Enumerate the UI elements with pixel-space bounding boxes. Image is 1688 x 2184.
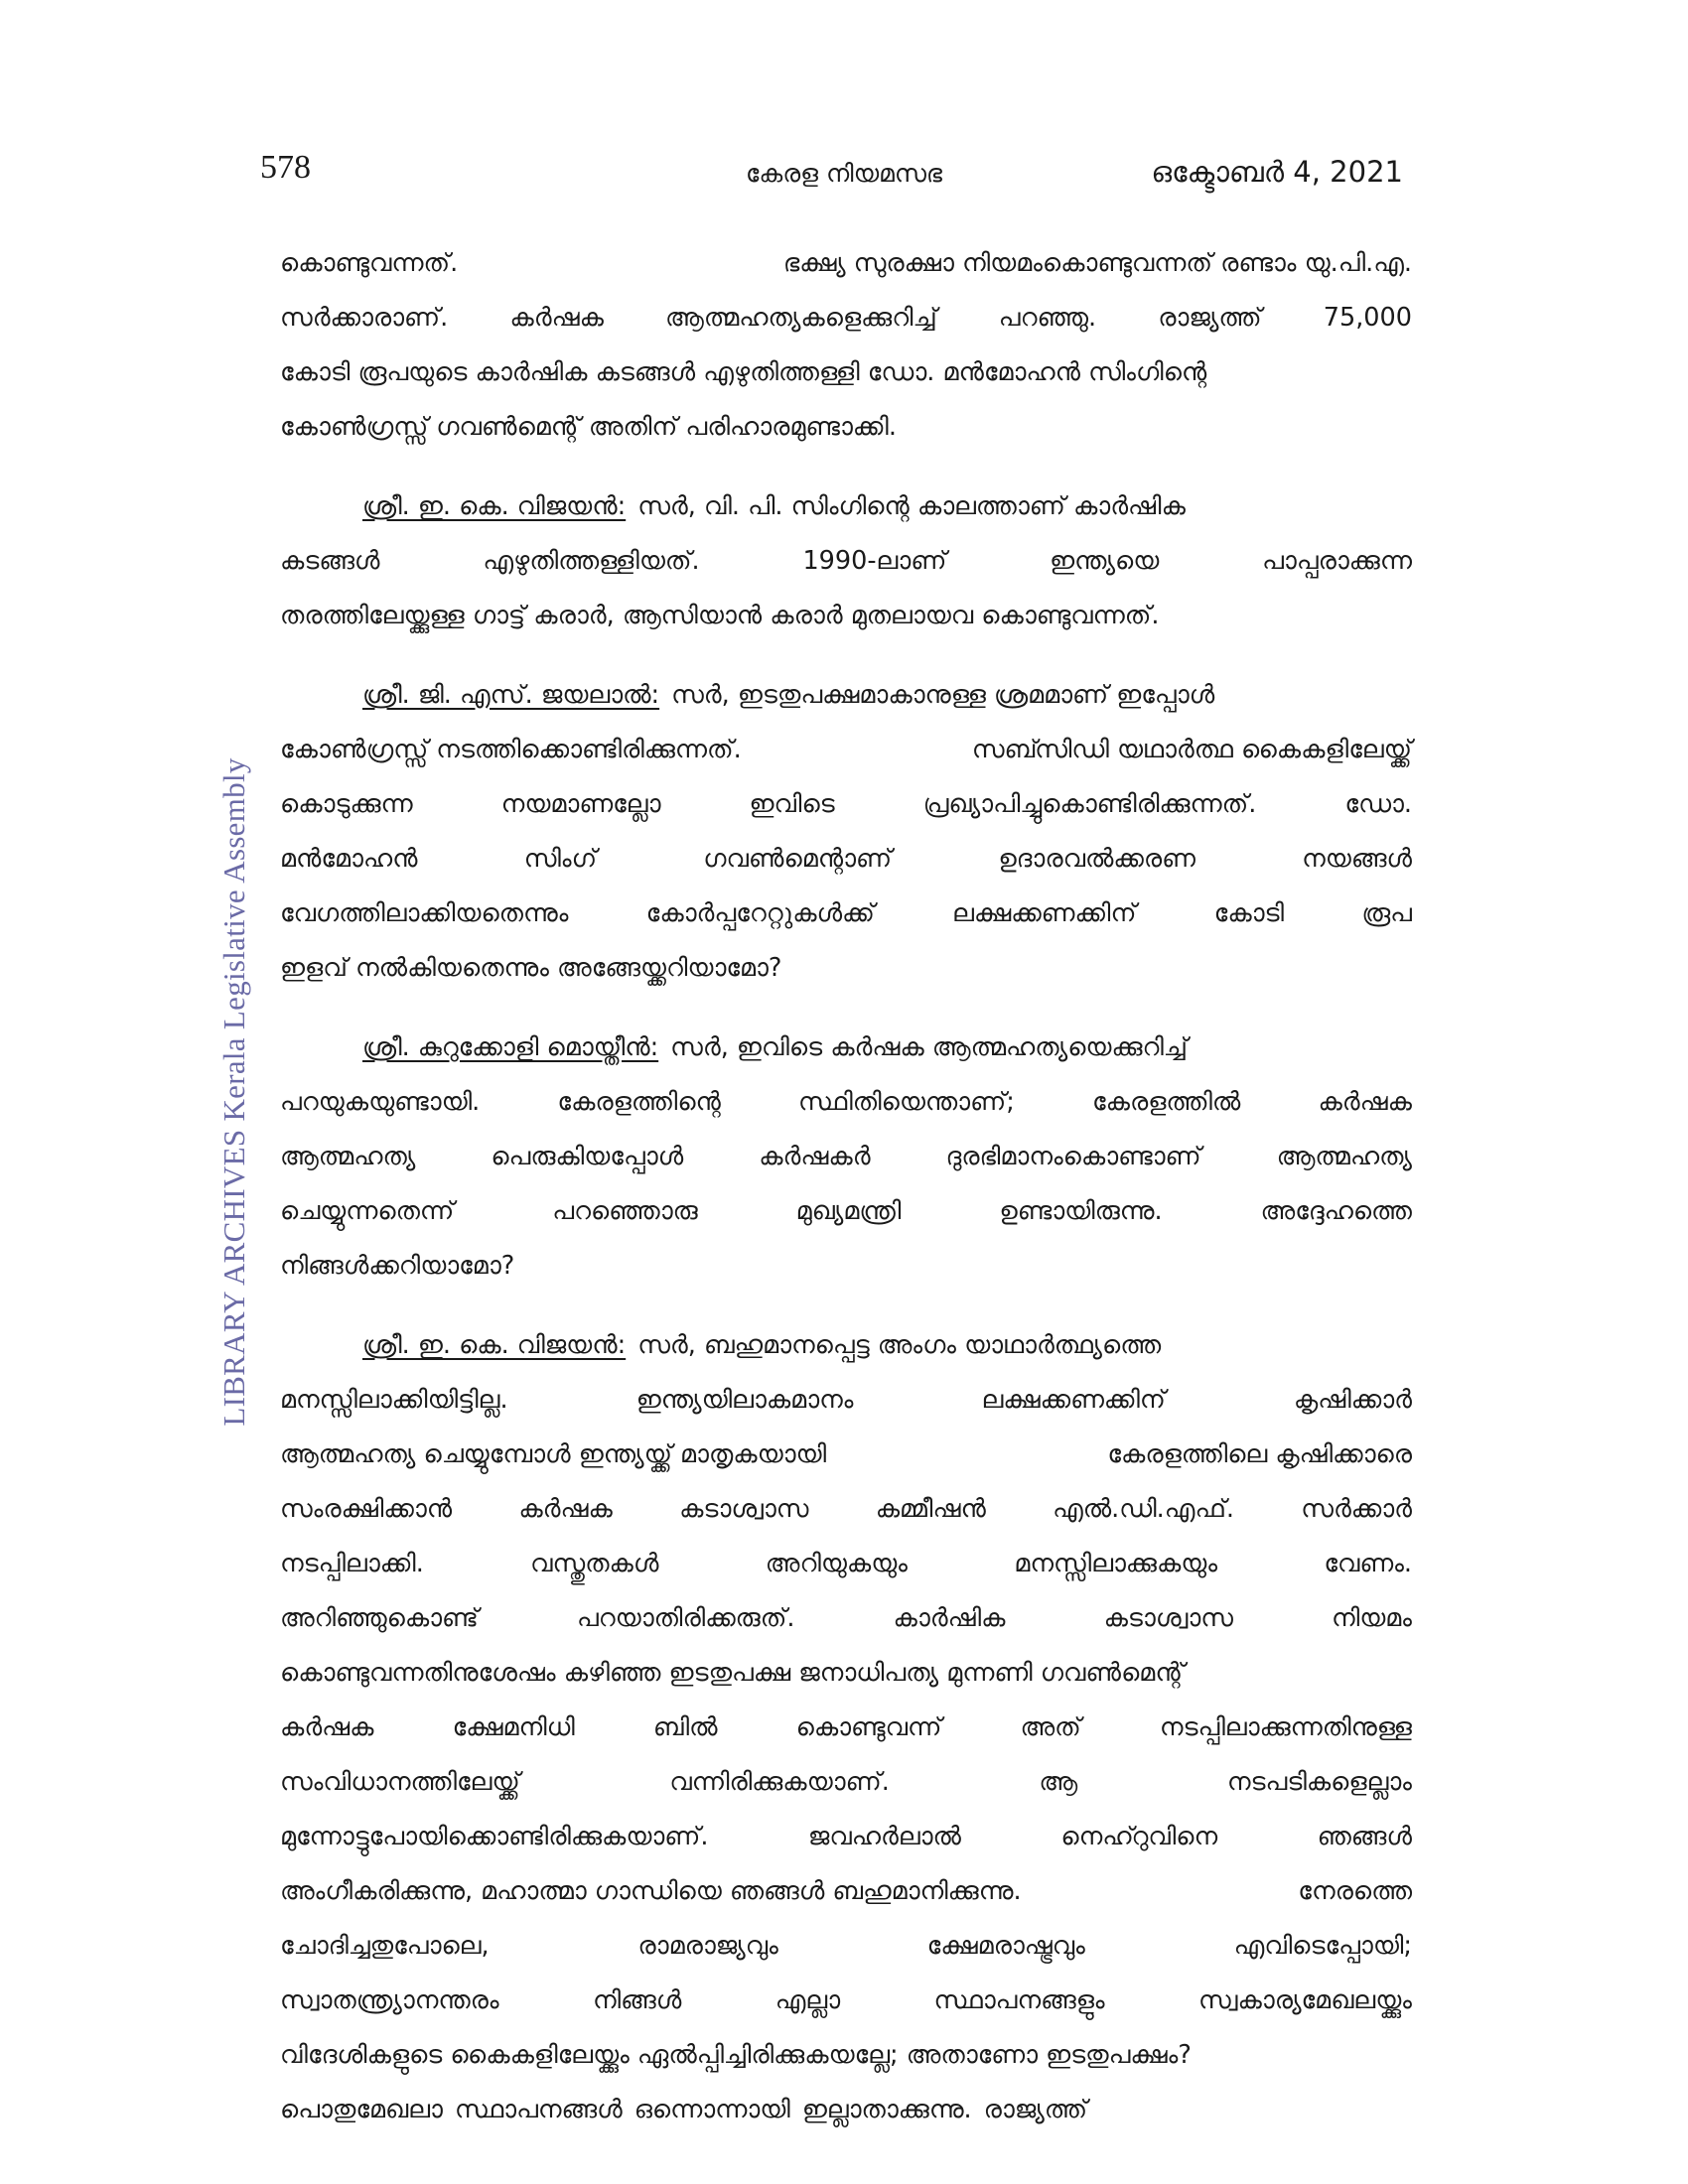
speaker-name: ശ്രീ. ഇ. കെ. വിജയൻ: <box>362 491 627 521</box>
text-line <box>280 1373 1412 1428</box>
text-fragment: 1990-ലാണ് <box>802 546 947 576</box>
text-line <box>280 291 1412 345</box>
text-line <box>280 777 1412 832</box>
text-fragment: മുഖ്യമന്ത്രി <box>795 1196 902 1226</box>
text-fragment: പ്രഖ്യാപിച്ചുകൊണ്ടിരിക്കുന്നത്. <box>922 789 1257 819</box>
text-fragment: കടാശ്വാസ <box>679 1494 809 1524</box>
text-fragment: മൻമോഹൻ <box>280 844 418 874</box>
text-fragment: കോൺഗ്രസ്സ് ഗവൺമെന്റ് അതിന് പരിഹാരമുണ്ടാക്കി. <box>280 412 897 442</box>
text-fragment: ഡോ. <box>1344 789 1412 819</box>
page-number: 578 <box>260 149 311 186</box>
text-line <box>280 400 1412 455</box>
text-fragment: നടപ്പിലാക്കി. <box>280 1549 424 1578</box>
paragraph <box>280 1021 1412 1294</box>
text-fragment: വേഗത്തിലാക്കിയതെന്നും <box>280 898 569 928</box>
text-fragment: എവിടെപ്പോയി; <box>1233 1931 1412 1961</box>
text-fragment: ലക്ഷക്കണക്കിന് <box>952 898 1137 928</box>
text-fragment: ഇന്ത്യയെ <box>1050 546 1160 576</box>
text-fragment: പെരുകിയപ്പോൾ <box>491 1142 684 1171</box>
text-line <box>280 1701 1412 1755</box>
text-fragment: സ്വകാര്യമേഖലയ്ക്കും <box>1197 1985 1412 2015</box>
text-line <box>280 2028 1412 2083</box>
text-fragment: പറയുകയുണ്ടായി. <box>280 1087 481 1117</box>
text-fragment: നയമാണല്ലോ <box>500 789 661 819</box>
text-fragment: സംരക്ഷിക്കാൻ <box>280 1494 453 1524</box>
text-fragment: കടങ്ങൾ <box>280 546 380 576</box>
text-line <box>280 1864 1412 1919</box>
text-fragment: കർഷക <box>518 1494 613 1524</box>
text-fragment: ഇളവ് നൽകിയതെന്നും അങ്ങേയ്ക്കറിയാമോ? <box>280 953 782 983</box>
text-line <box>280 1755 1412 1810</box>
text-line <box>280 887 1412 941</box>
text-fragment: നെഹ്റുവിനെ <box>1060 1822 1218 1851</box>
text-fragment: സിംഗ് <box>523 844 598 874</box>
text-fragment: നയങ്ങൾ <box>1302 844 1412 874</box>
text-line <box>280 1130 1412 1184</box>
text-fragment: സ്ഥിതിയെന്താണ്; <box>798 1087 1015 1117</box>
text-fragment: കമ്മീഷൻ <box>875 1494 986 1524</box>
text-fragment: സർക്കാർ <box>1301 1494 1412 1524</box>
text-fragment: മുന്നോട്ടുപോയിക്കൊണ്ടിരിക്കുകയാണ്. <box>280 1822 709 1851</box>
speaker-name: ശ്രീ. ജി. എസ്. ജയലാൽ: <box>362 680 660 710</box>
text-fragment: ദുരഭിമാനംകൊണ്ടാണ് <box>945 1142 1201 1171</box>
text-line <box>280 1075 1412 1130</box>
text-fragment: പറയാതിരിക്കരുത്. <box>576 1603 795 1633</box>
text-line <box>280 941 1412 996</box>
text-fragment: എഴുതിത്തള്ളിയത്. <box>483 546 700 576</box>
text-fragment: എൽ.ഡി.എഫ്. <box>1053 1494 1235 1524</box>
text-fragment: പൊതുമേഖലാ <box>280 2095 443 2124</box>
text-line <box>280 1591 1412 1646</box>
text-line <box>280 1239 1412 1294</box>
text-fragment: ഇവിടെ <box>749 789 835 819</box>
text-fragment: കർഷക <box>509 303 604 333</box>
text-fragment: വസ്തുതകൾ <box>530 1549 659 1578</box>
text-fragment: ഉദാരവൽക്കരണ <box>998 844 1196 874</box>
text-fragment: അംഗീകരിക്കുന്നു, മഹാത്മാ ഗാന്ധിയെ ഞങ്ങൾ ബഹുമാനിക്കുന്നു. <box>280 1876 1022 1906</box>
text-fragment: കോടി <box>1213 898 1285 928</box>
text-fragment: കോൺഗ്രസ്സ് നടത്തിക്കൊണ്ടിരിക്കുന്നത്. <box>280 735 742 764</box>
text-line <box>280 1646 1412 1701</box>
text-fragment: 75,000 <box>1323 303 1412 333</box>
text-fragment: മനസ്സിലാക്കിയിട്ടില്ല. <box>280 1385 508 1415</box>
text-fragment: കൃഷിക്കാർ <box>1294 1385 1412 1415</box>
text-fragment: തരത്തിലേയ്ക്കുള്ള ഗാട്ട് കരാർ, ആസിയാൻ കരാർ മുതലായവ കൊണ്ടുവന്നത്. <box>280 601 1160 630</box>
text-fragment: കൊണ്ടുവന്നതിനുശേഷം കഴിഞ്ഞ ഇടതുപക്ഷ ജനാധിപത്യ മുന്നണി ഗവൺമെന്റ് <box>280 1658 1186 1688</box>
text-fragment: ആത്മഹത്യ <box>1276 1142 1412 1171</box>
paragraph <box>280 1318 1412 2137</box>
text-fragment: രൂപ <box>1361 898 1412 928</box>
text-fragment: നിങ്ങൾ <box>593 1985 682 2015</box>
text-fragment: നടപ്പിലാക്കുന്നതിനുള്ള <box>1159 1712 1412 1742</box>
text-fragment: മനസ്സിലാക്കുകയും <box>1014 1549 1218 1578</box>
text-fragment: ഉണ്ടായിരുന്നു. <box>999 1196 1163 1226</box>
text-fragment: കൊടുക്കുന്ന <box>280 789 413 819</box>
text-fragment: സർക്കാരാണ്. <box>280 303 449 333</box>
text-line <box>280 832 1412 887</box>
text-fragment: കാർഷിക <box>893 1603 1006 1633</box>
text-fragment: ക്ഷേമനിധി <box>452 1712 575 1742</box>
text-fragment: ഒന്നൊന്നായി <box>633 2095 790 2124</box>
text-fragment: ലക്ഷക്കണക്കിന് <box>981 1385 1166 1415</box>
speaker-name: ശ്രീ. കുറുക്കോളി മൊയ്തീൻ: <box>362 1032 659 1062</box>
text-fragment: കർഷക <box>280 1712 374 1742</box>
text-fragment: ഗവൺമെന്റാണ് <box>703 844 893 874</box>
text-line <box>280 534 1412 589</box>
text-line <box>280 236 1412 291</box>
text-fragment: പറഞ്ഞു. <box>998 303 1097 333</box>
text-fragment: സർ, ബഹുമാനപ്പെട്ട അംഗം യാഥാർത്ഥ്യത്തെ <box>637 1330 1162 1360</box>
archive-watermark: LIBRARY ARCHIVES Kerala Legislative Assembly <box>216 757 251 1427</box>
text-fragment: കേരളത്തിന്റെ <box>557 1087 721 1117</box>
text-fragment: സർ, ഇവിടെ കർഷക ആത്മഹത്യയെക്കുറിച്ച് <box>670 1032 1188 1062</box>
paragraph <box>280 236 1412 455</box>
text-line <box>280 1919 1412 1974</box>
text-fragment: കേരളത്തിൽ <box>1091 1087 1241 1117</box>
text-line <box>280 1974 1412 2028</box>
text-line <box>280 1428 1412 1482</box>
text-fragment: കർഷകർ <box>759 1142 871 1171</box>
paragraph <box>280 668 1412 996</box>
text-fragment: കേരളത്തിലെ കൃഷിക്കാരെ <box>1107 1439 1412 1469</box>
text-fragment: ചോദിച്ചതുപോലെ, <box>280 1931 490 1961</box>
speaker-name: ശ്രീ. ഇ. കെ. വിജയൻ: <box>362 1330 627 1360</box>
text-fragment: കൊണ്ടുവന്ന് <box>795 1712 942 1742</box>
text-fragment: ക്ഷേമരാഷ്ട്രവും <box>926 1931 1085 1961</box>
text-line <box>280 479 1412 534</box>
text-fragment: കോടി രൂപയുടെ കാർഷിക കടങ്ങൾ എഴുതിത്തള്ളി ഡോ. മൻമോഹൻ സിംഗിന്റെ <box>280 357 1207 387</box>
text-fragment: രാജ്യത്ത് <box>983 2095 1088 2124</box>
text-fragment: ഇന്ത്യയിലാകമാനം <box>635 1385 854 1415</box>
text-line <box>280 345 1412 400</box>
text-fragment: സബ്സിഡി യഥാർത്ഥ കൈകളിലേയ്ക്ക് <box>971 735 1412 764</box>
page-date: ഒക്ടോബർ 4, 2021 <box>1151 155 1403 189</box>
text-line <box>280 1318 1412 1373</box>
text-fragment: കൊണ്ടുവന്നത്. <box>280 248 459 278</box>
text-fragment: സ്ഥാപനങ്ങളും <box>933 1985 1105 2015</box>
text-fragment: സർ, വി. പി. സിംഗിന്റെ കാലത്താണ് കാർഷിക <box>637 491 1186 521</box>
text-fragment: വേണം. <box>1324 1549 1412 1578</box>
text-fragment: സർ, ഇടതുപക്ഷമാകാനുള്ള ശ്രമമാണ് ഇപ്പോൾ <box>671 680 1215 710</box>
text-fragment: വിദേശികളുടെ കൈകളിലേയ്ക്കും ഏൽപ്പിച്ചിരിക്കുകയല്ലേ; അതാണോ ഇടതുപക്ഷം? <box>280 2040 1192 2070</box>
text-fragment: അത് <box>1020 1712 1081 1742</box>
text-fragment: ആ <box>1039 1767 1078 1797</box>
text-fragment: അറിഞ്ഞുകൊണ്ട് <box>280 1603 479 1633</box>
text-fragment: ബിൽ <box>652 1712 718 1742</box>
text-line <box>280 1184 1412 1239</box>
text-fragment: ആത്മഹത്യ ചെയ്യുമ്പോൾ ഇന്ത്യയ്ക്ക് മാതൃകയായി <box>280 1439 827 1469</box>
text-fragment: ഭക്ഷ്യ സുരക്ഷാ നിയമംകൊണ്ടുവന്നത് രണ്ടാം യു.പി.എ. <box>782 248 1412 278</box>
text-fragment: രാജ്യത്ത് <box>1158 303 1262 333</box>
text-line <box>280 2083 1412 2137</box>
text-fragment: കർഷക <box>1318 1087 1412 1117</box>
text-fragment: ഇല്ലാതാക്കുന്നു. <box>801 2095 972 2124</box>
text-fragment: പറഞ്ഞൊരു <box>552 1196 698 1226</box>
text-fragment: ഞങ്ങൾ <box>1317 1822 1412 1851</box>
text-fragment: കോർപ്പറേറ്റുകൾക്ക് <box>645 898 875 928</box>
text-fragment: രാമരാജ്യവും <box>637 1931 778 1961</box>
text-fragment: സംവിധാനത്തിലേയ്ക്ക് <box>280 1767 520 1797</box>
text-line <box>280 723 1412 777</box>
text-fragment: സ്ഥാപനങ്ങൾ <box>454 2095 623 2124</box>
paragraph <box>280 479 1412 643</box>
text-line <box>280 668 1412 723</box>
text-fragment: നിങ്ങൾക്കറിയാമോ? <box>280 1251 515 1281</box>
text-fragment: നേരത്തെ <box>1298 1876 1412 1906</box>
text-fragment: ആത്മഹത്യ <box>280 1142 416 1171</box>
document-body <box>280 236 1412 2162</box>
text-line <box>280 589 1412 643</box>
text-fragment: ജവഹർലാൽ <box>807 1822 961 1851</box>
text-fragment: അറിയുകയും <box>765 1549 908 1578</box>
text-fragment: കടാശ്വാസ <box>1103 1603 1233 1633</box>
text-fragment: ആത്മഹത്യകളെക്കുറിച്ച് <box>665 303 937 333</box>
text-fragment: നിയമം <box>1332 1603 1412 1633</box>
text-line <box>280 1810 1412 1864</box>
text-line <box>280 1482 1412 1537</box>
text-fragment: സ്വാതന്ത്ര്യാനന്തരം <box>280 1985 499 2015</box>
text-fragment: അദ്ദേഹത്തെ <box>1260 1196 1412 1226</box>
running-title: കേരള നിയമസഭ <box>746 159 942 188</box>
text-fragment: ചെയ്യുന്നതെന്ന് <box>280 1196 455 1226</box>
text-fragment: എല്ലാ <box>774 1985 841 2015</box>
text-fragment: വന്നിരിക്കുകയാണ്. <box>669 1767 890 1797</box>
text-fragment: പാപ്പരാക്കുന്ന <box>1262 546 1412 576</box>
text-fragment: നടപടികളെല്ലാം <box>1226 1767 1412 1797</box>
text-line <box>280 1021 1412 1075</box>
text-line <box>280 1537 1412 1591</box>
